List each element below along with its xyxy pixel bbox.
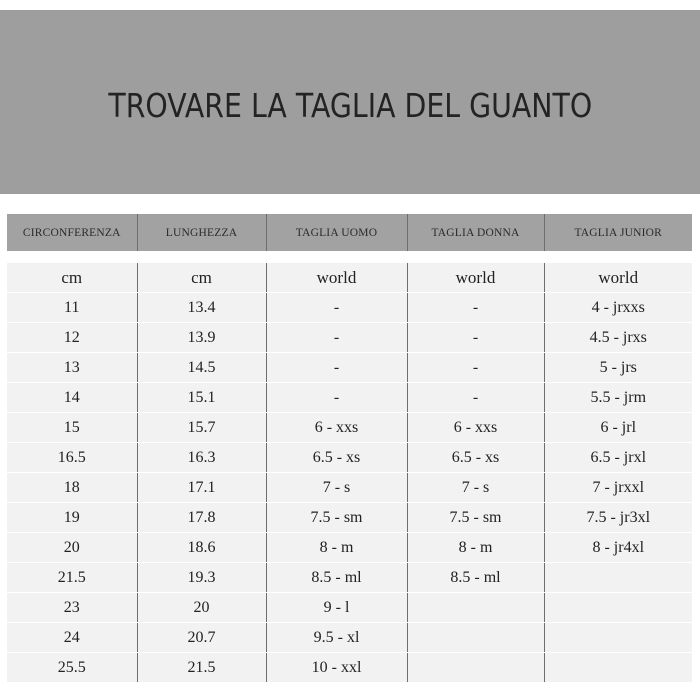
column-header-taglia-uomo: TAGLIA UOMO [266,214,407,251]
table-cell: 7.5 - jr3xl [544,503,692,533]
table-cell: 13.4 [137,293,266,323]
table-row [7,653,692,683]
table-cell: 20.7 [137,623,266,653]
table-cell [544,623,692,653]
table-cell: 8 - m [407,533,544,563]
table-cell: 17.8 [137,503,266,533]
table-cell: 12 [7,323,137,353]
table-cell: 16.3 [137,443,266,473]
table-cell [407,623,544,653]
table-cell: - [266,293,407,323]
table-cell: 6 - xxs [407,413,544,443]
table-row [7,473,692,503]
unit-cell: world [544,263,692,293]
table-cell: 8 - jr4xl [544,533,692,563]
unit-cell: cm [137,263,266,293]
size-table-header [7,214,692,251]
table-cell: 20 [7,533,137,563]
table-cell: 20 [137,593,266,623]
table-cell: 4 - jrxxs [544,293,692,323]
page-title: TROVARE LA TAGLIA DEL GUANTO [108,85,592,125]
table-cell: 8 - m [266,533,407,563]
table-cell: 10 - xxl [266,653,407,683]
table-cell: 6 - xxs [266,413,407,443]
table-cell: 14.5 [137,353,266,383]
units-row [7,263,692,293]
unit-cell: cm [7,263,137,293]
unit-cell: world [407,263,544,293]
table-cell: - [266,353,407,383]
unit-cell: world [266,263,407,293]
table-cell: 7.5 - sm [266,503,407,533]
table-row [7,623,692,653]
table-cell: 9 - l [266,593,407,623]
table-cell: 17.1 [137,473,266,503]
table-cell: 24 [7,623,137,653]
table-cell: 21.5 [7,563,137,593]
column-header-circonferenza: CIRCONFERENZA [7,214,137,251]
table-cell: 21.5 [137,653,266,683]
title-banner [0,10,700,194]
column-header-lunghezza: LUNGHEZZA [137,214,266,251]
table-cell: 11 [7,293,137,323]
table-cell: 15 [7,413,137,443]
column-header-taglia-donna: TAGLIA DONNA [407,214,544,251]
table-cell: 16.5 [7,443,137,473]
table-row [7,503,692,533]
table-cell: 6 - jrl [544,413,692,443]
table-cell: 14 [7,383,137,413]
table-cell: 6.5 - xs [266,443,407,473]
table-cell: 18.6 [137,533,266,563]
table-cell: 25.5 [7,653,137,683]
table-cell: 23 [7,593,137,623]
table-row [7,593,692,623]
table-cell [544,653,692,683]
table-cell [544,593,692,623]
table-cell [407,593,544,623]
table-row [7,563,692,593]
table-cell [544,563,692,593]
table-row [7,443,692,473]
table-cell: 13.9 [137,323,266,353]
table-cell: 7 - jrxxl [544,473,692,503]
table-row [7,293,692,323]
table-cell: 8.5 - ml [266,563,407,593]
table-cell: 15.1 [137,383,266,413]
table-cell: 19.3 [137,563,266,593]
table-cell: 6.5 - xs [407,443,544,473]
table-cell: - [407,383,544,413]
table-cell: - [407,353,544,383]
size-table [7,263,692,683]
table-cell: 18 [7,473,137,503]
table-cell: 15.7 [137,413,266,443]
table-cell: - [266,383,407,413]
table-cell: 13 [7,353,137,383]
table-row [7,323,692,353]
table-cell: 5 - jrs [544,353,692,383]
table-cell: - [407,323,544,353]
table-cell: 7.5 - sm [407,503,544,533]
table-cell: 7 - s [266,473,407,503]
table-cell: 5.5 - jrm [544,383,692,413]
table-row [7,533,692,563]
table-cell: - [407,293,544,323]
table-cell: - [266,323,407,353]
table-row [7,383,692,413]
table-cell: 7 - s [407,473,544,503]
column-header-taglia-junior: TAGLIA JUNIOR [544,214,692,251]
table-cell: 6.5 - jrxl [544,443,692,473]
table-row [7,413,692,443]
table-cell [407,653,544,683]
table-cell: 4.5 - jrxs [544,323,692,353]
table-cell: 8.5 - ml [407,563,544,593]
table-cell: 19 [7,503,137,533]
table-cell: 9.5 - xl [266,623,407,653]
table-row [7,353,692,383]
